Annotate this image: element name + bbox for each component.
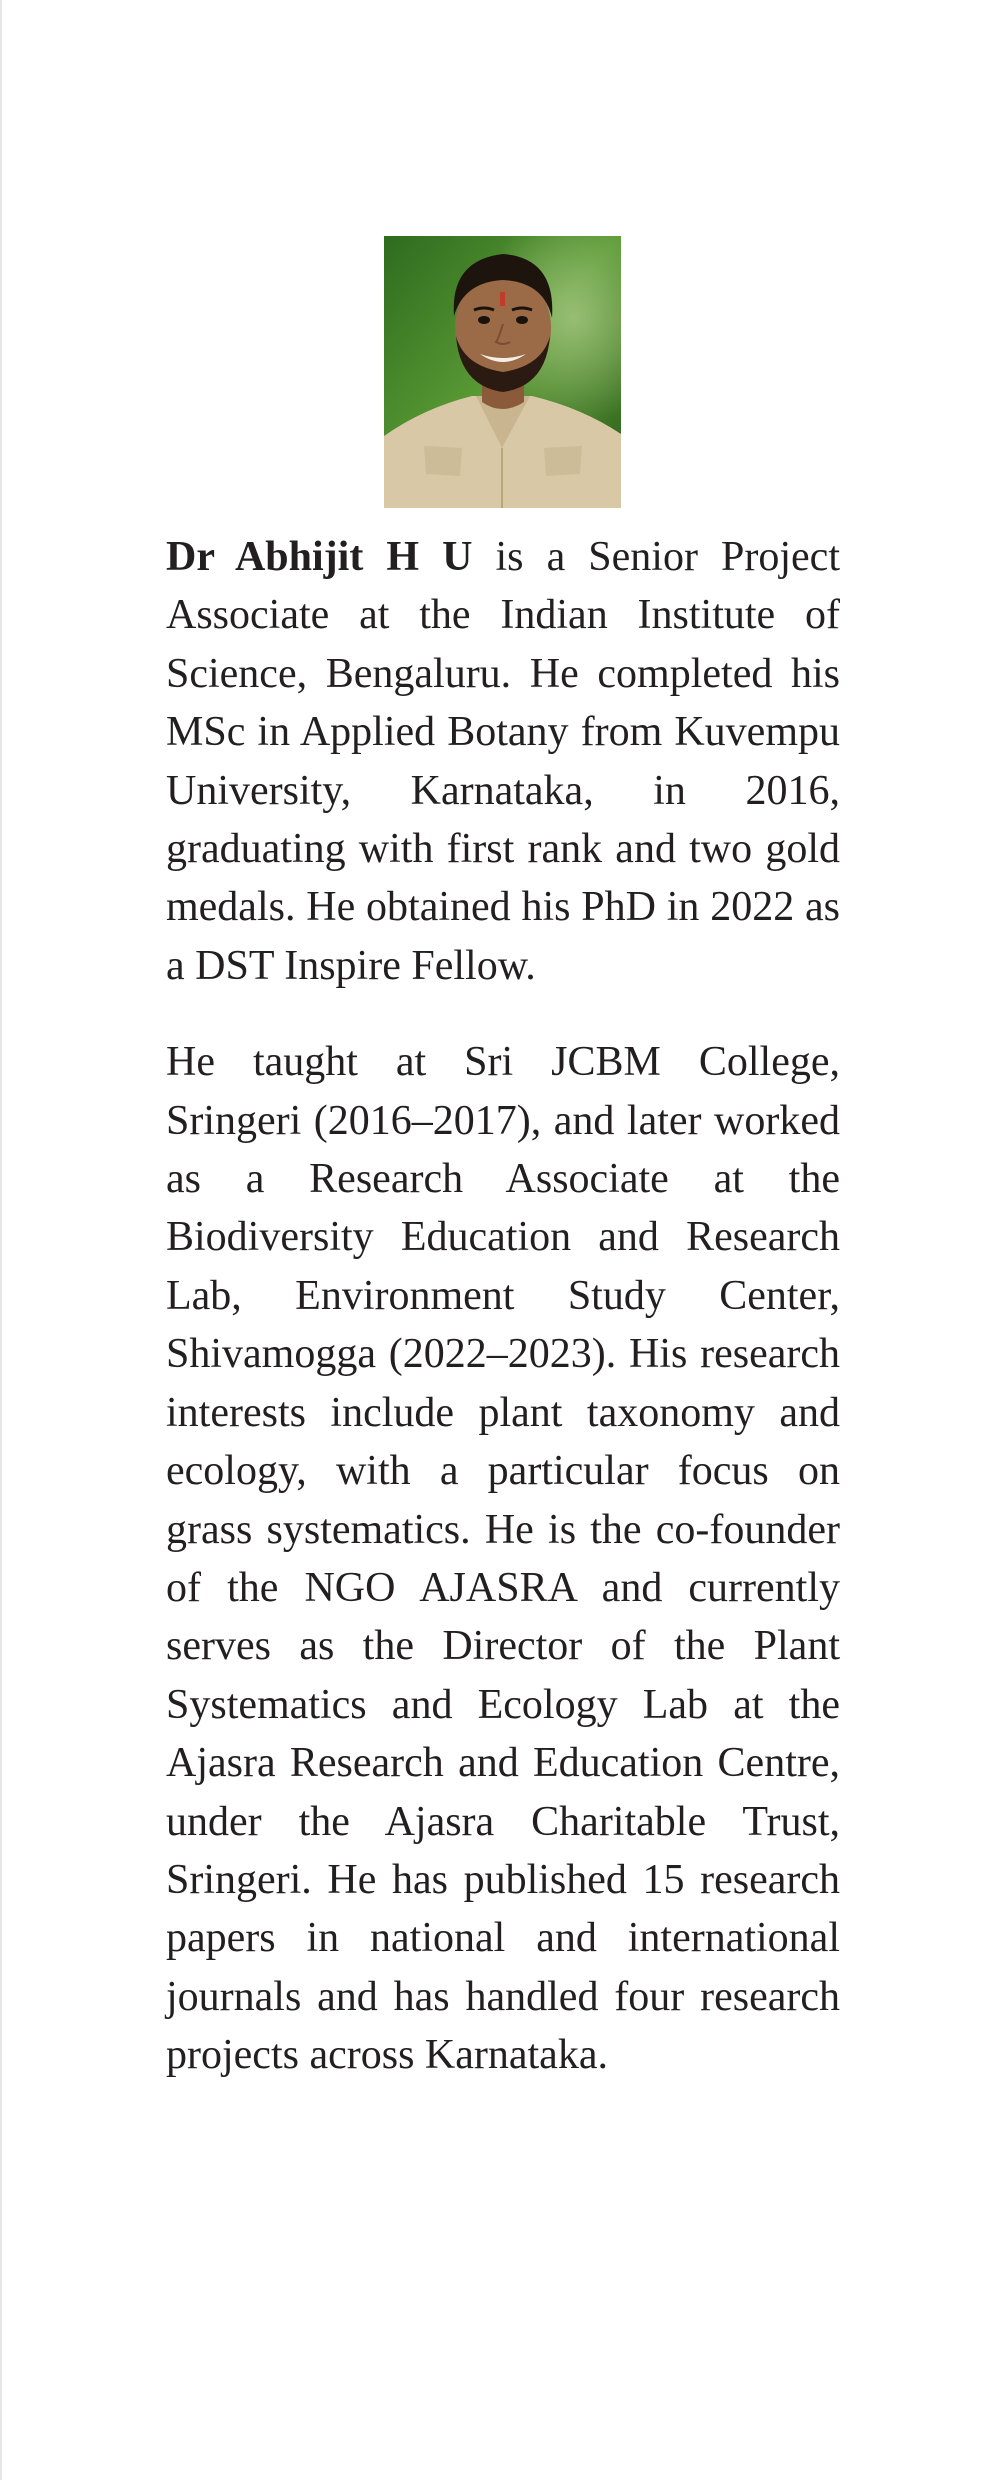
author-photo <box>384 236 621 508</box>
author-bio <box>166 528 840 2123</box>
bio-paragraph-2: He taught at Sri JCBM College, Sringeri (2016–2017), and later worked as a Research Associate at the Biodiversity Education and Research Lab, Environment Study Center, Shivamogga (2022–2023). His research interests include plant taxonomy and ecology, with a particular focus on grass systematics. He is the co-founder of the NGO AJASRA and currently serves as the Director of the Plant Systematics and Ecology Lab at the Ajasra Research and Education Centre, under the Ajasra Charitable Trust, Sringeri. He has published 15 research papers in national and international journals and has handled four research projects across Karnataka. <box>166 1039 840 2079</box>
author-name: Dr Abhijit H U <box>166 534 473 580</box>
bio-paragraph-1 <box>166 528 840 995</box>
bio-paragraph-1-text: is a Senior Project Associate at the Indian Institute of Science, Bengaluru. He completed his MSc in Applied Botany from Kuvempu University, Karnataka, in 2016, graduating with first rank and two gold medals. He obtained his PhD in 2022 as a DST Inspire Fellow. <box>166 534 840 989</box>
page-edge-divider <box>0 0 2 2480</box>
